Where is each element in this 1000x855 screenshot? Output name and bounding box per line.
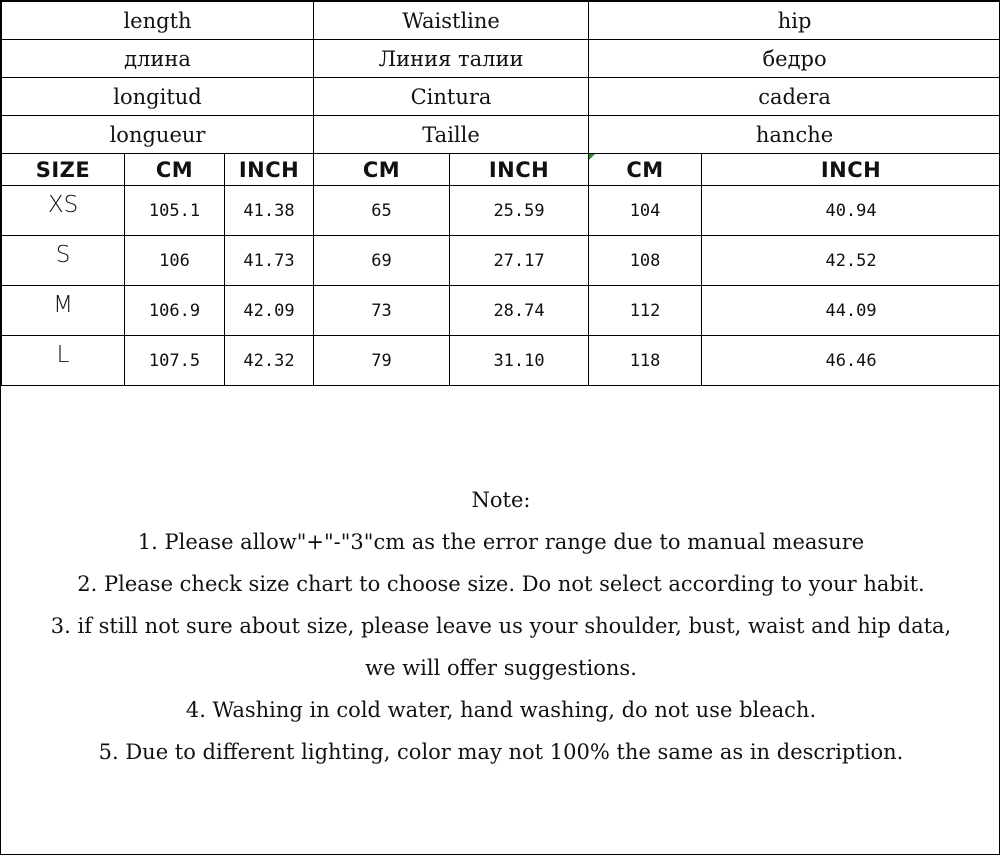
header-length: longitud — [2, 78, 314, 116]
length-inch: 42.32 — [225, 336, 314, 386]
units-size: SIZE — [2, 154, 125, 186]
units-length-inch: INCH — [225, 154, 314, 186]
waist-cm: 73 — [314, 286, 450, 336]
waist-cm: 69 — [314, 236, 450, 286]
units-waist-cm: CM — [314, 154, 450, 186]
units-waist-inch: INCH — [450, 154, 589, 186]
units-hip-inch: INCH — [702, 154, 1000, 186]
header-hip: cadera — [589, 78, 1000, 116]
hip-inch: 44.09 — [702, 286, 1000, 336]
length-inch: 41.73 — [225, 236, 314, 286]
header-waistline: Waistline — [314, 2, 589, 40]
hip-cm: 112 — [589, 286, 702, 336]
table-row — [2, 236, 1000, 286]
header-waistline: Cintura — [314, 78, 589, 116]
cell-comment-marker — [589, 154, 595, 160]
hip-inch: 40.94 — [702, 186, 1000, 236]
header-row-russian — [2, 40, 1000, 78]
waist-inch: 25.59 — [450, 186, 589, 236]
header-waistline: Линия талии — [314, 40, 589, 78]
hip-inch: 42.52 — [702, 236, 1000, 286]
header-row-english — [2, 2, 1000, 40]
waist-cm: 65 — [314, 186, 450, 236]
table-row — [2, 186, 1000, 236]
table-row — [2, 286, 1000, 336]
header-hip: бедро — [589, 40, 1000, 78]
header-waistline: Taille — [314, 116, 589, 154]
table-row — [2, 336, 1000, 386]
header-length: longueur — [2, 116, 314, 154]
waist-inch: 28.74 — [450, 286, 589, 336]
header-hip: hanche — [589, 116, 1000, 154]
header-row-french — [2, 116, 1000, 154]
header-length: length — [2, 2, 314, 40]
length-cm: 107.5 — [125, 336, 225, 386]
units-row — [2, 154, 1000, 186]
note-line: 3. if still not sure about size, please leave us your shoulder, bust, waist and hip data, — [50, 614, 952, 638]
note-line: we will offer suggestions. — [365, 656, 637, 680]
length-inch: 41.38 — [225, 186, 314, 236]
waist-inch: 31.10 — [450, 336, 589, 386]
note-line: 1. Please allow"+"-"3"cm as the error range due to manual measure — [137, 530, 865, 554]
notes-section — [1, 479, 1000, 773]
size-label: L — [2, 336, 125, 386]
header-hip: hip — [589, 2, 1000, 40]
length-inch: 42.09 — [225, 286, 314, 336]
length-cm: 106 — [125, 236, 225, 286]
size-label: S — [2, 236, 125, 286]
waist-inch: 27.17 — [450, 236, 589, 286]
note-line: 2. Please check size chart to choose size. Do not select according to your habit. — [77, 572, 925, 596]
note-line: 4. Washing in cold water, hand washing, do not use bleach. — [185, 698, 817, 722]
hip-cm: 108 — [589, 236, 702, 286]
header-row-spanish — [2, 78, 1000, 116]
notes-title: Note: — [471, 488, 531, 512]
size-chart-table — [1, 1, 1000, 386]
size-label: M — [2, 286, 125, 336]
waist-cm: 79 — [314, 336, 450, 386]
hip-inch: 46.46 — [702, 336, 1000, 386]
note-line: 5. Due to different lighting, color may not 100% the same as in description. — [98, 740, 904, 764]
units-hip-cm: CM — [589, 154, 702, 186]
units-length-cm: CM — [125, 154, 225, 186]
length-cm: 106.9 — [125, 286, 225, 336]
hip-cm: 104 — [589, 186, 702, 236]
size-label: XS — [2, 186, 125, 236]
header-length: длина — [2, 40, 314, 78]
length-cm: 105.1 — [125, 186, 225, 236]
hip-cm: 118 — [589, 336, 702, 386]
